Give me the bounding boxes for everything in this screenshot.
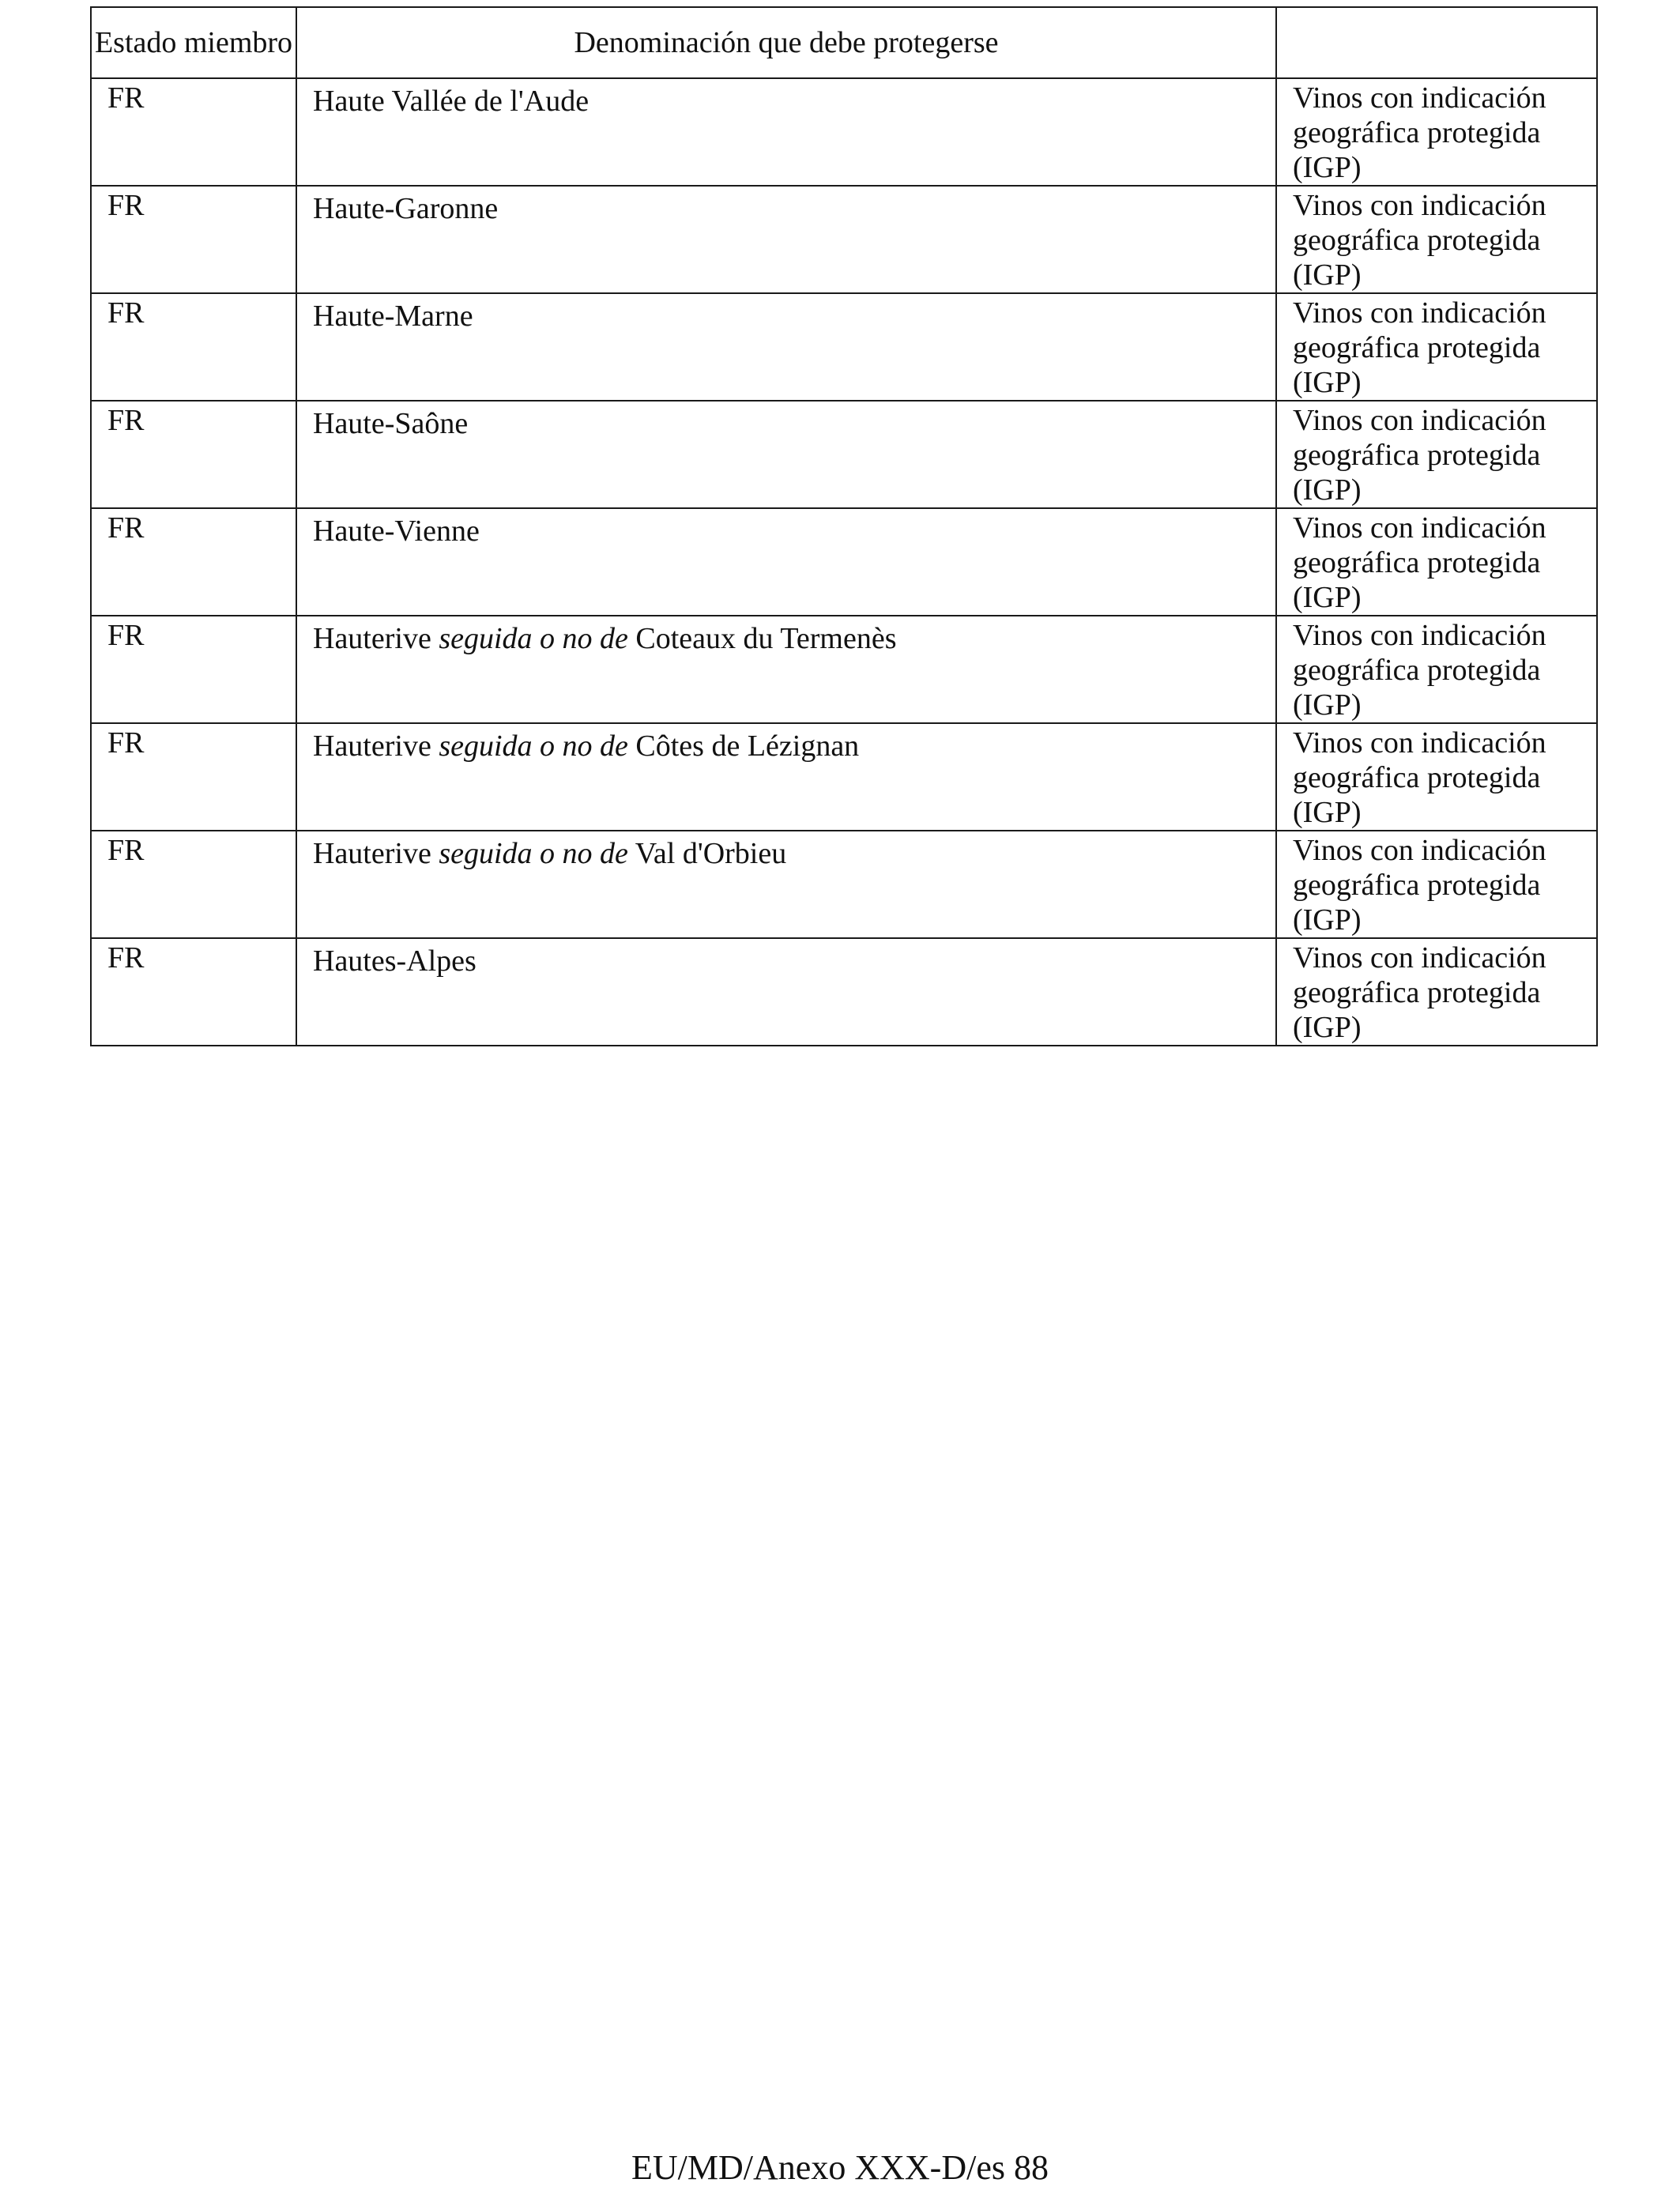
category-cell bbox=[1276, 78, 1597, 186]
category-value: Vinos con indicación geográfica protegida (IGP) bbox=[1293, 834, 1546, 937]
state-cell bbox=[91, 293, 296, 401]
name-text: Haute Vallée de l'Aude bbox=[313, 85, 590, 118]
name-text: Haute-Garonne bbox=[313, 192, 499, 225]
table-row bbox=[91, 186, 1597, 293]
name-italic-text: seguida o no de bbox=[439, 622, 628, 655]
state-cell bbox=[91, 938, 296, 1046]
name-cell bbox=[296, 938, 1276, 1046]
name-value bbox=[297, 724, 1275, 763]
table-row bbox=[91, 401, 1597, 508]
category-cell bbox=[1276, 186, 1597, 293]
header-name bbox=[296, 7, 1276, 78]
name-italic-text: seguida o no de bbox=[439, 729, 628, 763]
name-italic-text: seguida o no de bbox=[439, 837, 628, 870]
protected-names-table bbox=[90, 6, 1598, 1046]
name-value bbox=[297, 509, 1275, 548]
name-value bbox=[297, 294, 1275, 334]
state-value: FR bbox=[107, 189, 145, 222]
category-cell bbox=[1276, 401, 1597, 508]
name-cell bbox=[296, 616, 1276, 723]
name-text: Hautes-Alpes bbox=[313, 944, 477, 978]
name-cell bbox=[296, 293, 1276, 401]
category-value: Vinos con indicación geográfica protegida (IGP) bbox=[1293, 726, 1546, 829]
name-text: Hauterive bbox=[313, 622, 439, 655]
name-value bbox=[297, 616, 1275, 656]
name-text-after: Coteaux du Termenès bbox=[627, 622, 897, 655]
category-cell bbox=[1276, 831, 1597, 938]
table-row bbox=[91, 508, 1597, 616]
state-value: FR bbox=[107, 619, 145, 652]
state-cell bbox=[91, 616, 296, 723]
category-cell bbox=[1276, 508, 1597, 616]
state-cell bbox=[91, 831, 296, 938]
category-cell bbox=[1276, 616, 1597, 723]
name-text-after: Côtes de Lézignan bbox=[627, 729, 860, 763]
state-cell bbox=[91, 401, 296, 508]
name-cell bbox=[296, 831, 1276, 938]
name-text: Hauterive bbox=[313, 729, 439, 763]
state-cell bbox=[91, 508, 296, 616]
header-name-label: Denominación que debe protegerse bbox=[574, 26, 999, 59]
name-value bbox=[297, 831, 1275, 871]
category-value: Vinos con indicación geográfica protegida (IGP) bbox=[1293, 296, 1546, 399]
table-row bbox=[91, 293, 1597, 401]
state-value: FR bbox=[107, 511, 145, 545]
name-text-after: Val d'Orbieu bbox=[627, 837, 787, 870]
name-cell bbox=[296, 723, 1276, 831]
state-cell bbox=[91, 186, 296, 293]
category-cell bbox=[1276, 723, 1597, 831]
name-value bbox=[297, 79, 1275, 119]
category-value: Vinos con indicación geográfica protegida (IGP) bbox=[1293, 81, 1546, 184]
category-value: Vinos con indicación geográfica protegida (IGP) bbox=[1293, 619, 1546, 722]
name-text: Haute-Saône bbox=[313, 407, 469, 440]
table-row bbox=[91, 78, 1597, 186]
table-row bbox=[91, 831, 1597, 938]
name-text: Haute-Marne bbox=[313, 300, 473, 333]
header-state-label: Estado miembro bbox=[94, 26, 293, 59]
state-value: FR bbox=[107, 941, 145, 974]
table-header-row bbox=[91, 7, 1597, 78]
table-row bbox=[91, 938, 1597, 1046]
state-value: FR bbox=[107, 834, 145, 867]
state-value: FR bbox=[107, 726, 145, 760]
category-value: Vinos con indicación geográfica protegida (IGP) bbox=[1293, 404, 1546, 507]
name-cell bbox=[296, 508, 1276, 616]
state-cell bbox=[91, 723, 296, 831]
table-body bbox=[91, 78, 1597, 1046]
table-row bbox=[91, 723, 1597, 831]
state-value: FR bbox=[107, 296, 145, 330]
name-cell bbox=[296, 78, 1276, 186]
name-value bbox=[297, 939, 1275, 978]
state-value: FR bbox=[107, 404, 145, 437]
header-state bbox=[91, 7, 296, 78]
category-value: Vinos con indicación geográfica protegida (IGP) bbox=[1293, 511, 1546, 614]
page-footer-reference: EU/MD/Anexo XXX-D/es 88 bbox=[631, 2148, 1049, 2187]
table-row bbox=[91, 616, 1597, 723]
header-category bbox=[1276, 7, 1597, 78]
name-value bbox=[297, 187, 1275, 226]
name-value bbox=[297, 401, 1275, 441]
category-cell bbox=[1276, 293, 1597, 401]
name-text: Hauterive bbox=[313, 837, 439, 870]
name-cell bbox=[296, 401, 1276, 508]
name-cell bbox=[296, 186, 1276, 293]
state-value: FR bbox=[107, 81, 145, 115]
state-cell bbox=[91, 78, 296, 186]
category-value: Vinos con indicación geográfica protegida (IGP) bbox=[1293, 189, 1546, 292]
name-text: Haute-Vienne bbox=[313, 515, 480, 548]
category-value: Vinos con indicación geográfica protegida (IGP) bbox=[1293, 941, 1546, 1044]
category-cell bbox=[1276, 938, 1597, 1046]
